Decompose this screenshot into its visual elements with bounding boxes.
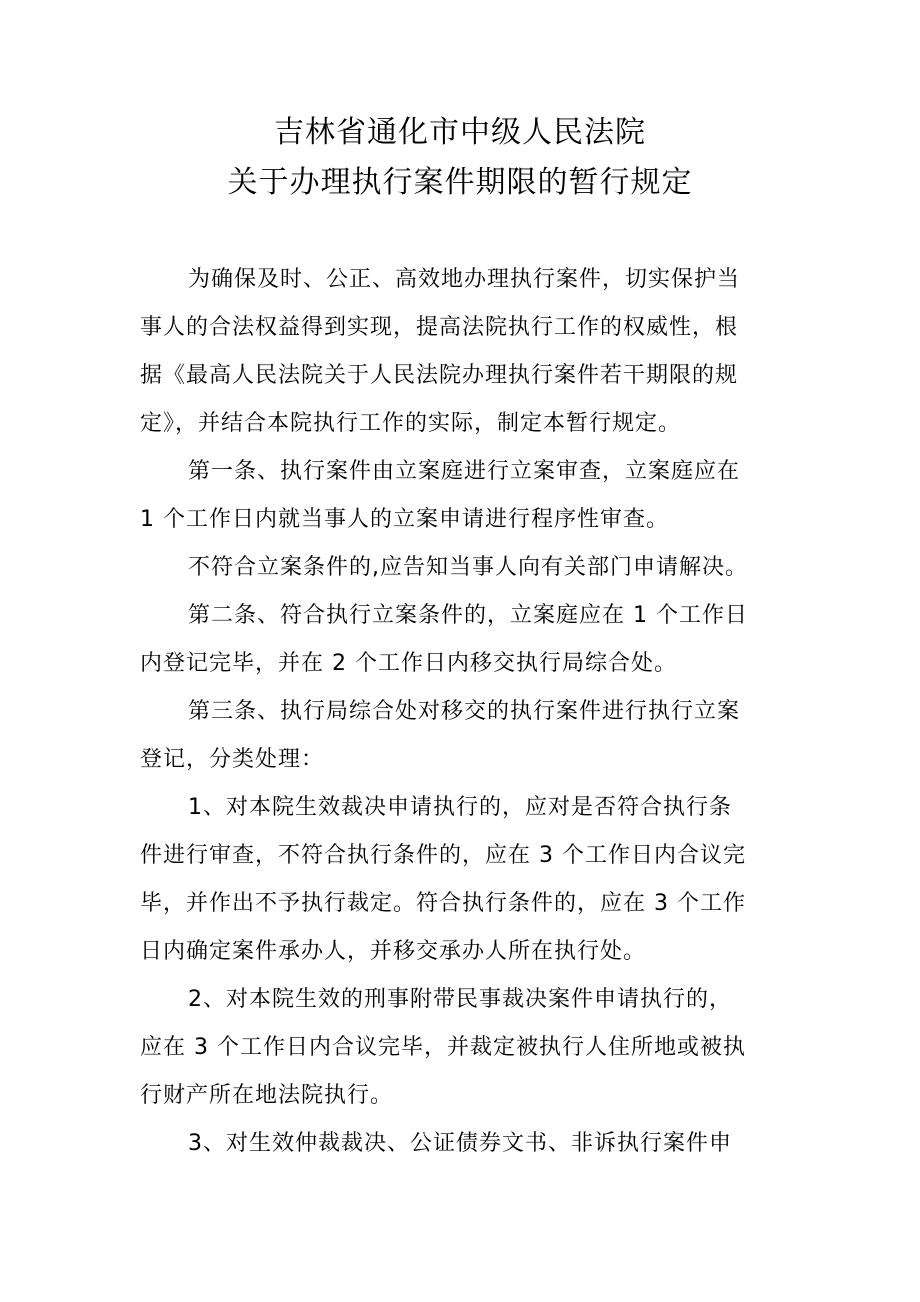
paragraph-line: 1、对本院生效裁决申请执行的，应对是否符合执行条: [188, 795, 732, 820]
paragraph-line: 内登记完毕，并在 2 个工作日内移交执行局综合处。: [140, 651, 677, 676]
paragraph-line: 件进行审查，不符合执行条件的，应在 3 个工作日内合议完: [140, 843, 746, 868]
title-line-subject: 关于办理执行案件期限的暂行规定: [227, 165, 693, 200]
paragraph-line: 日内确定案件承办人，并移交承办人所在执行处。: [140, 939, 647, 964]
paragraph-line: 定》，并结合本院执行工作的实际，制定本暂行规定。: [140, 411, 682, 436]
paragraph-line: 应在 3 个工作日内合议完毕，并裁定被执行人住所地或被执: [140, 1035, 746, 1060]
paragraph-line: 3、对生效仲裁裁决、公证债券文书、非诉执行案件申: [188, 1131, 732, 1156]
paragraph-line: 据《最高人民法院关于人民法院办理执行案件若干期限的规: [140, 363, 739, 388]
paragraph-line: 登记，分类处理：: [140, 747, 325, 772]
paragraph-line: 第二条、符合执行立案条件的，立案庭应在 1 个工作日: [188, 603, 748, 628]
paragraph-line: 毕，并作出不予执行裁定。符合执行条件的，应在 3 个工作: [140, 891, 746, 916]
paragraph-line: 事人的合法权益得到实现，提高法院执行工作的权威性，根: [140, 315, 739, 340]
paragraph-line: 为确保及时、公正、高效地办理执行案件，切实保护当: [188, 267, 741, 292]
document-title: [140, 108, 780, 208]
title-line-court: 吉林省通化市中级人民法院: [274, 115, 646, 150]
paragraph-line: 1 个工作日内就当事人的立案申请进行程序性审查。: [140, 507, 669, 532]
document-body: [140, 256, 780, 1168]
paragraph-line: 行财产所在地法院执行。: [140, 1083, 394, 1108]
paragraph-line: 第一条、执行案件由立案庭进行立案审查，立案庭应在: [188, 459, 741, 484]
paragraph-line: 2、对本院生效的刑事附带民事裁决案件申请执行的，: [188, 987, 732, 1012]
paragraph-line: 第三条、执行局综合处对移交的执行案件进行执行立案: [188, 699, 741, 724]
paragraph-line: 不符合立案条件的,应告知当事人向有关部门申请解决。: [188, 555, 748, 580]
